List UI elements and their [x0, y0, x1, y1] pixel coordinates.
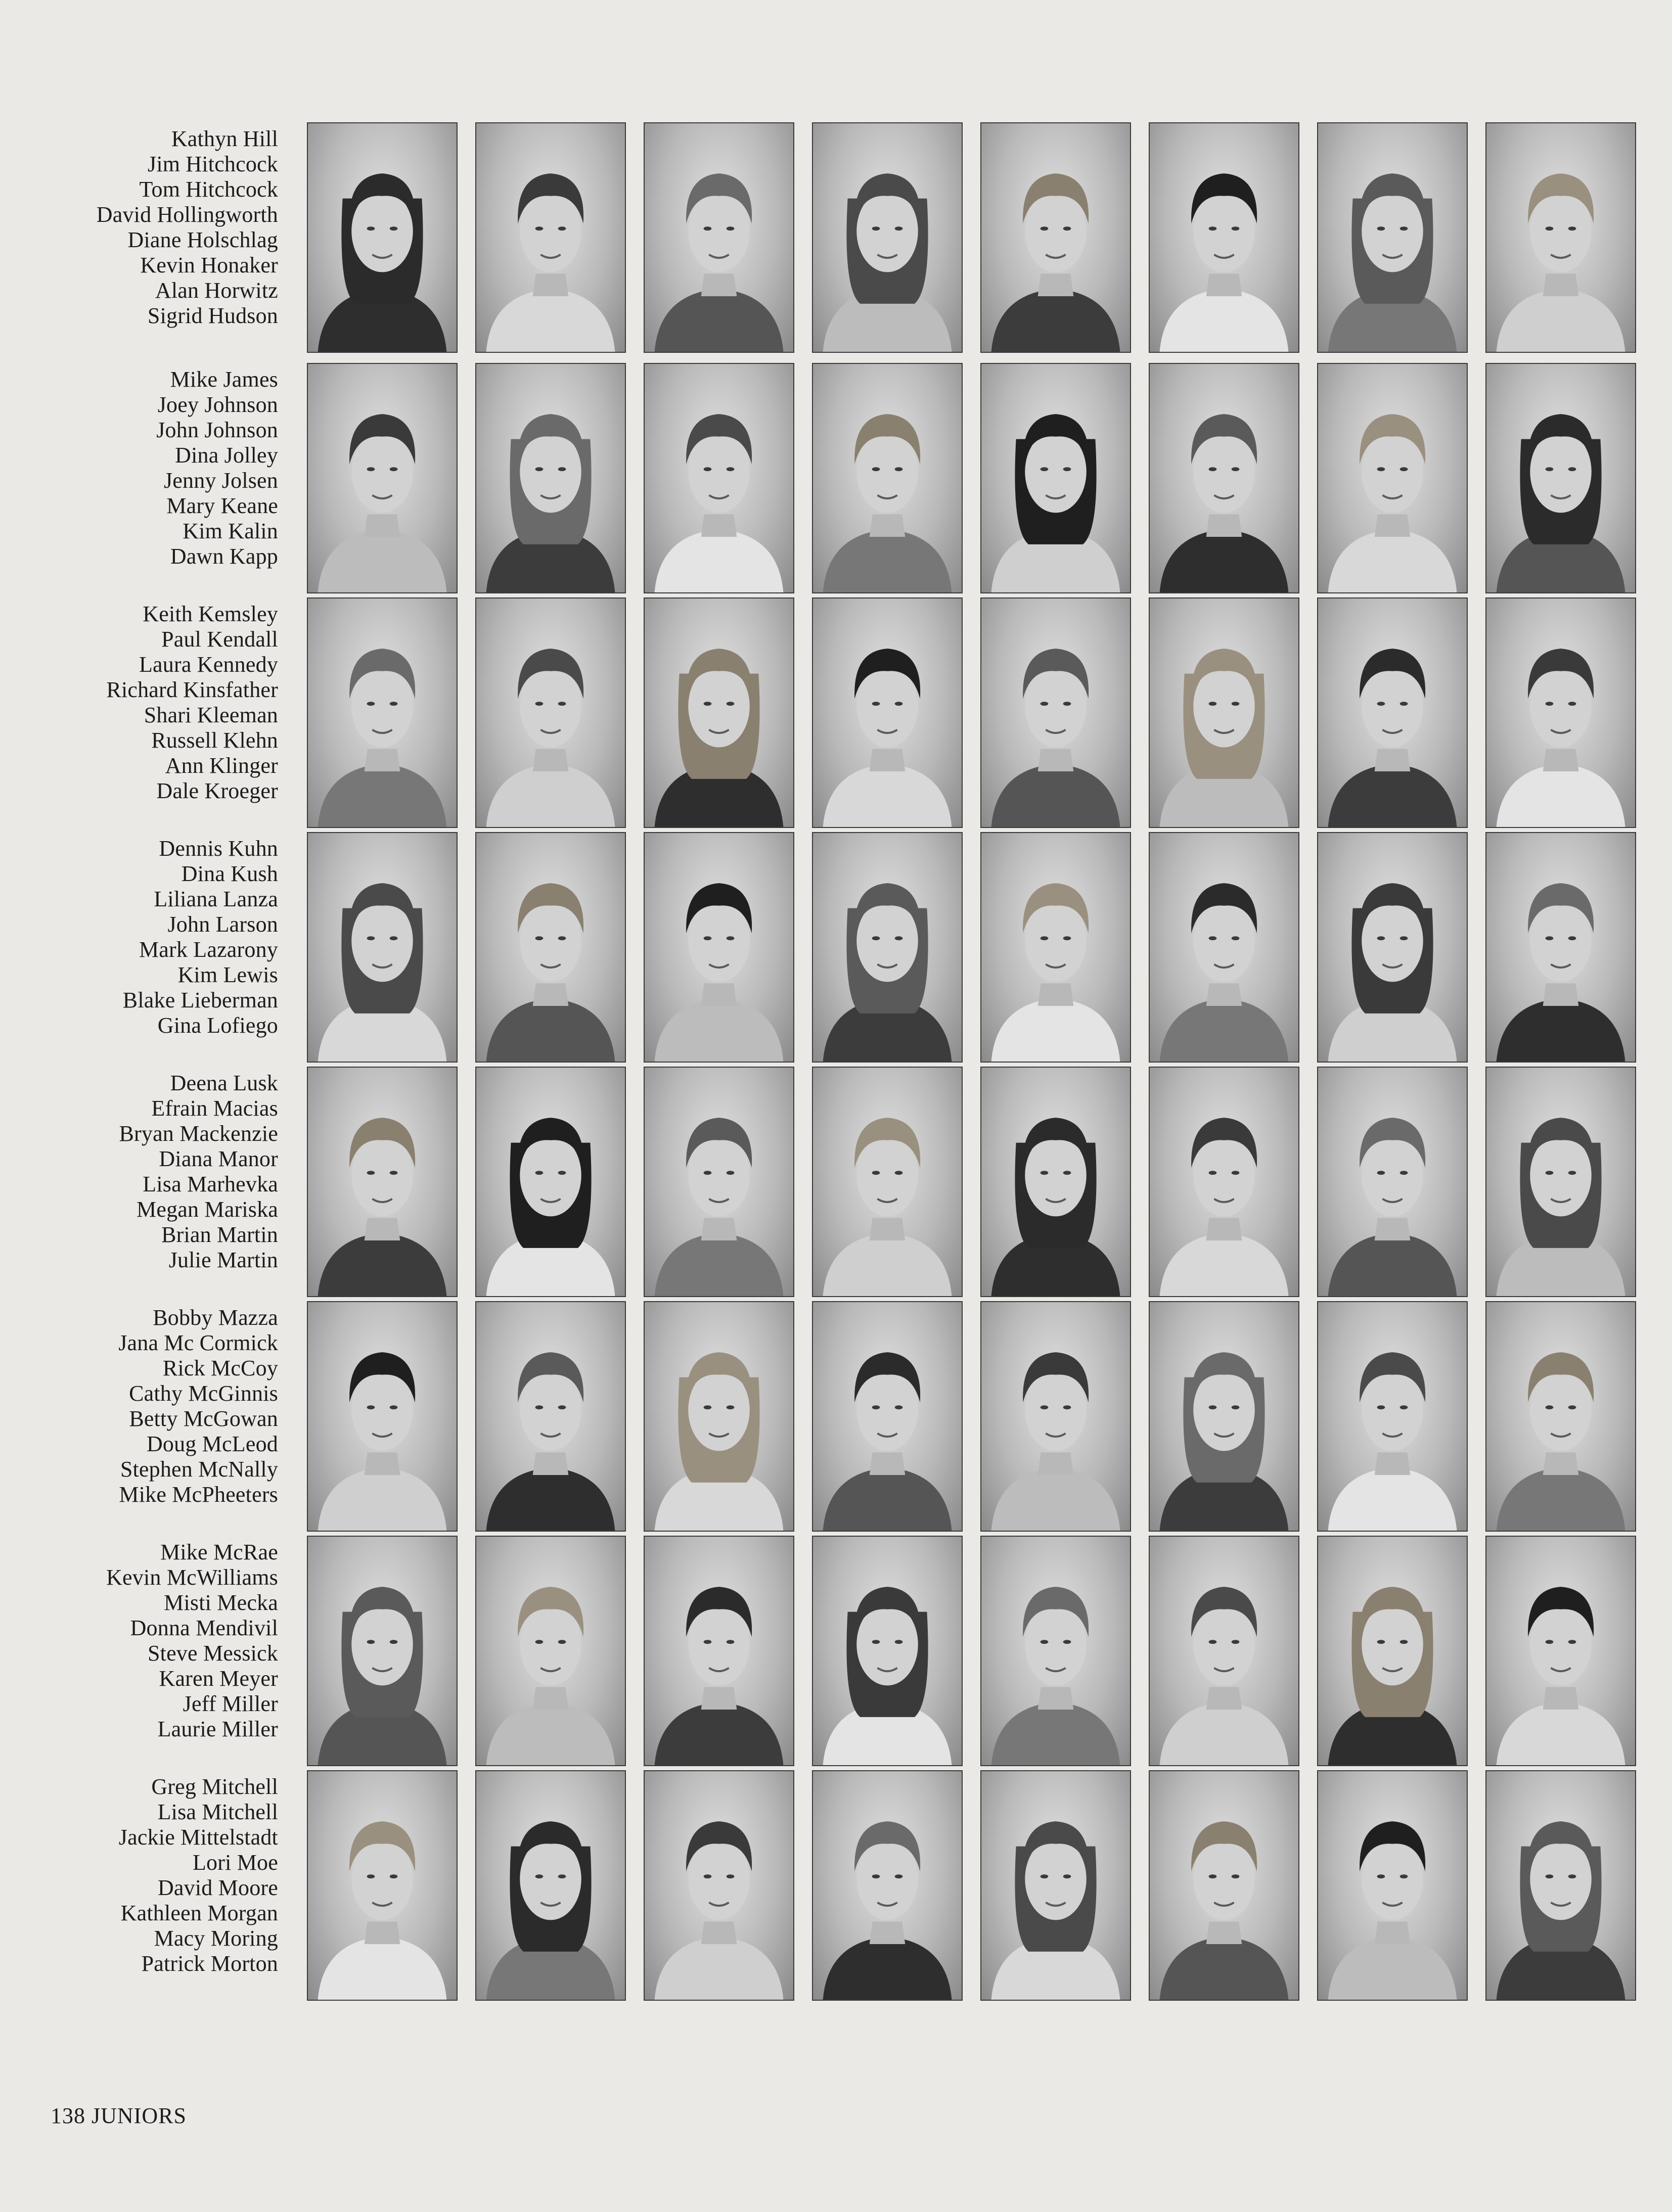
- student-name: Blake Lieberman: [122, 988, 278, 1012]
- student-portrait: [1317, 1301, 1468, 1532]
- student-name: Kim Kalin: [183, 519, 278, 543]
- student-name: Mary Keane: [166, 493, 278, 518]
- student-name: Dina Kush: [181, 861, 278, 886]
- student-name: Jana Mc Cormick: [118, 1330, 278, 1355]
- student-name: Lori Moe: [192, 1850, 278, 1875]
- student-name: John Johnson: [156, 418, 278, 442]
- student-portrait: [1317, 1536, 1468, 1766]
- student-row: [0, 1301, 1672, 1534]
- student-portrait: [475, 122, 626, 353]
- student-name: Joey Johnson: [157, 392, 278, 417]
- student-portrait: [307, 363, 458, 593]
- student-name: Diana Manor: [159, 1146, 278, 1171]
- student-row: [0, 1536, 1672, 1768]
- name-list: [30, 367, 278, 569]
- student-portrait: [307, 122, 458, 353]
- student-name: Misti Mecka: [164, 1590, 278, 1615]
- student-portrait: [475, 1536, 626, 1766]
- student-portrait: [1485, 122, 1636, 353]
- student-portrait: [1485, 1067, 1636, 1297]
- student-portrait: [812, 1770, 963, 2001]
- student-name: John Larson: [167, 912, 278, 937]
- student-row: [0, 122, 1672, 355]
- student-name: Jeff Miller: [183, 1691, 278, 1716]
- student-name: Liliana Lanza: [154, 887, 278, 911]
- student-name: Doug McLeod: [146, 1432, 278, 1456]
- student-name: Mike McPheeters: [119, 1482, 278, 1507]
- student-portrait: [1149, 832, 1299, 1063]
- student-row: [0, 1067, 1672, 1299]
- student-portrait: [980, 1536, 1131, 1766]
- student-name: Bryan Mackenzie: [119, 1121, 278, 1146]
- student-portrait: [1485, 1301, 1636, 1532]
- student-portrait: [475, 1770, 626, 2001]
- student-name: Jackie Mittelstadt: [118, 1825, 278, 1850]
- student-portrait: [307, 1301, 458, 1532]
- student-name: Lisa Marhevka: [143, 1172, 278, 1196]
- student-name: Richard Kinsfather: [106, 677, 278, 702]
- student-name: Rick McCoy: [162, 1356, 278, 1380]
- student-name: Lisa Mitchell: [157, 1800, 278, 1824]
- student-name: Macy Moring: [154, 1926, 278, 1951]
- name-list: [30, 126, 278, 329]
- student-name: Deena Lusk: [170, 1071, 278, 1095]
- student-name: Kathleen Morgan: [120, 1901, 278, 1925]
- student-name: Brian Martin: [161, 1222, 278, 1247]
- student-name: Shari Kleeman: [144, 703, 278, 727]
- student-portrait: [1485, 832, 1636, 1063]
- student-portrait: [1485, 597, 1636, 828]
- student-name: Alan Horwitz: [155, 278, 278, 303]
- student-portrait: [980, 1067, 1131, 1297]
- student-name: Ann Klinger: [165, 753, 278, 778]
- student-portrait: [644, 1536, 794, 1766]
- student-portrait: [980, 597, 1131, 828]
- student-portrait: [1149, 1536, 1299, 1766]
- student-name: Mark Lazarony: [139, 937, 278, 962]
- student-name: Efrain Macias: [151, 1096, 278, 1121]
- student-name: Cathy McGinnis: [129, 1381, 278, 1406]
- student-portrait: [1149, 597, 1299, 828]
- student-portrait: [644, 1067, 794, 1297]
- student-name: Donna Mendivil: [130, 1616, 278, 1640]
- student-name: Laurie Miller: [157, 1717, 278, 1741]
- student-portrait: [644, 1301, 794, 1532]
- student-name: Jenny Jolsen: [163, 468, 278, 493]
- student-portrait: [1149, 1301, 1299, 1532]
- name-list: [30, 1305, 278, 1507]
- student-portrait: [1317, 597, 1468, 828]
- student-portrait: [1485, 1536, 1636, 1766]
- student-name: Greg Mitchell: [151, 1774, 278, 1799]
- student-portrait: [980, 1301, 1131, 1532]
- student-portrait: [980, 832, 1131, 1063]
- student-name: Megan Mariska: [137, 1197, 278, 1222]
- student-name: Betty McGowan: [129, 1406, 278, 1431]
- student-portrait: [307, 597, 458, 828]
- student-portrait: [307, 832, 458, 1063]
- student-portrait: [475, 597, 626, 828]
- student-portrait: [812, 597, 963, 828]
- student-name: Diane Holschlag: [127, 227, 278, 252]
- student-name: Steve Messick: [147, 1641, 278, 1666]
- student-name: Gina Lofiego: [157, 1013, 278, 1038]
- student-portrait: [475, 832, 626, 1063]
- student-name: Kathyn Hill: [171, 126, 278, 151]
- student-portrait: [644, 832, 794, 1063]
- student-portrait: [307, 1536, 458, 1766]
- name-list: [30, 1071, 278, 1273]
- student-portrait: [1317, 122, 1468, 353]
- student-row: [0, 832, 1672, 1065]
- student-portrait: [812, 1067, 963, 1297]
- section-title: JUNIORS: [92, 2103, 187, 2128]
- student-portrait: [1485, 1770, 1636, 2001]
- student-name: Dina Jolley: [175, 443, 278, 468]
- student-portrait: [475, 1067, 626, 1297]
- student-portrait: [475, 1301, 626, 1532]
- student-name: Mike James: [170, 367, 278, 392]
- student-portrait: [644, 1770, 794, 2001]
- student-portrait: [475, 363, 626, 593]
- student-portrait: [307, 1067, 458, 1297]
- student-name: Julie Martin: [168, 1248, 278, 1272]
- student-portrait: [980, 1770, 1131, 2001]
- student-name: Dale Kroeger: [156, 778, 278, 803]
- student-portrait: [980, 122, 1131, 353]
- student-name: Laura Kennedy: [139, 652, 278, 677]
- student-name: Tom Hitchcock: [139, 177, 278, 202]
- student-portrait: [1317, 1067, 1468, 1297]
- student-name: Jim Hitchcock: [148, 152, 278, 176]
- student-name: Karen Meyer: [159, 1666, 278, 1691]
- student-row: [0, 597, 1672, 830]
- student-name: Kim Lewis: [177, 962, 278, 987]
- student-portrait: [644, 122, 794, 353]
- student-name: Bobby Mazza: [153, 1305, 278, 1330]
- name-list: [30, 602, 278, 804]
- student-portrait: [1149, 1770, 1299, 2001]
- page-number: 138: [51, 2103, 85, 2128]
- student-row: [0, 363, 1672, 595]
- student-portrait: [812, 1301, 963, 1532]
- name-list: [30, 1540, 278, 1742]
- student-portrait: [1317, 832, 1468, 1063]
- student-portrait: [1317, 363, 1468, 593]
- student-portrait: [980, 363, 1131, 593]
- page-footer: [51, 2103, 187, 2129]
- student-name: Russell Klehn: [151, 728, 278, 753]
- name-list: [30, 1774, 278, 1976]
- student-name: Dennis Kuhn: [159, 836, 278, 861]
- student-name: Kevin Honaker: [140, 253, 278, 278]
- student-portrait: [1485, 363, 1636, 593]
- student-portrait: [812, 122, 963, 353]
- student-name: David Moore: [157, 1875, 278, 1900]
- student-portrait: [812, 363, 963, 593]
- student-portrait: [812, 1536, 963, 1766]
- student-row: [0, 1770, 1672, 2003]
- student-name: Paul Kendall: [161, 627, 278, 652]
- student-portrait: [307, 1770, 458, 2001]
- student-portrait: [1149, 1067, 1299, 1297]
- name-list: [30, 836, 278, 1038]
- student-portrait: [1149, 122, 1299, 353]
- student-portrait: [644, 363, 794, 593]
- student-name: Dawn Kapp: [170, 544, 278, 569]
- student-portrait: [644, 597, 794, 828]
- student-name: David Hollingworth: [96, 202, 278, 227]
- student-name: Stephen McNally: [120, 1457, 278, 1482]
- student-portrait: [812, 832, 963, 1063]
- student-portrait: [1317, 1770, 1468, 2001]
- student-name: Sigrid Hudson: [147, 303, 278, 328]
- student-portrait: [1149, 363, 1299, 593]
- student-name: Patrick Morton: [141, 1951, 278, 1976]
- student-name: Keith Kemsley: [143, 602, 278, 626]
- student-name: Mike McRae: [160, 1540, 278, 1564]
- student-name: Kevin McWilliams: [106, 1565, 278, 1590]
